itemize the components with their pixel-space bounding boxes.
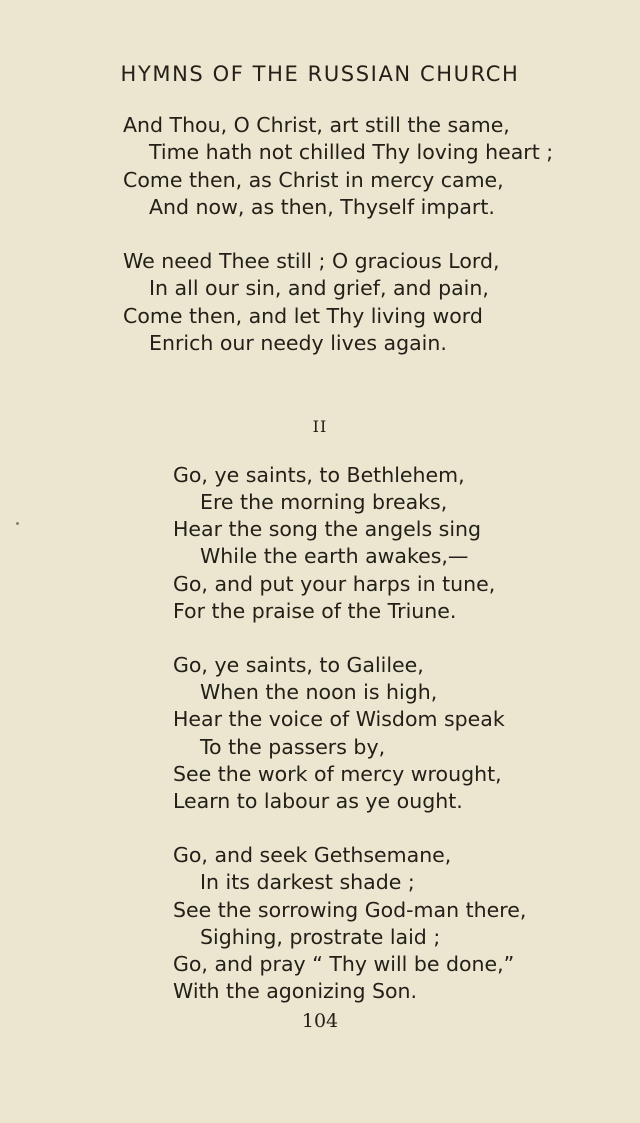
- page-speck: [16, 522, 19, 525]
- verse-line: For the praise of the Triune.: [173, 599, 457, 623]
- verse-line: While the earth awakes,—: [200, 544, 469, 568]
- verse-line: Learn to labour as ye ought.: [173, 789, 463, 813]
- verse-line: Hear the voice of Wisdom speak: [173, 707, 505, 731]
- verse-line: Go, and put your harps in tune,: [173, 572, 496, 596]
- verse-line: With the agonizing Son.: [173, 979, 418, 1003]
- verse-line: We need Thee still ; O gracious Lord,: [123, 249, 500, 273]
- verse-line: Hear the song the angels sing: [173, 517, 482, 541]
- page-number: 104: [301, 1010, 339, 1032]
- verse-line: See the sorrowing God-man there,: [173, 898, 527, 922]
- verse-line: Sighing, prostrate laid ;: [200, 925, 441, 949]
- verse-line: And Thou, O Christ, art still the same,: [123, 113, 510, 137]
- verse-line: Go, ye saints, to Galilee,: [173, 653, 424, 677]
- verse-line: Ere the morning breaks,: [200, 490, 448, 514]
- verse-line: Come then, and let Thy living word: [123, 304, 483, 328]
- verse-line: When the noon is high,: [200, 680, 438, 704]
- verse-line: In its darkest shade ;: [200, 870, 415, 894]
- verse-line: To the passers by,: [200, 735, 386, 759]
- running-head: HYMNS OF THE RUSSIAN CHURCH: [120, 62, 520, 86]
- section-number: II: [312, 417, 328, 436]
- verse-line: Go, and pray “ Thy will be done,”: [173, 952, 515, 976]
- verse-line: Enrich our needy lives again.: [149, 331, 447, 355]
- verse-line: Time hath not chilled Thy loving heart ;: [149, 140, 554, 164]
- verse-line: See the work of mercy wrought,: [173, 762, 502, 786]
- verse-line: Come then, as Christ in mercy came,: [123, 168, 504, 192]
- verse-line: Go, and seek Gethsemane,: [173, 843, 452, 867]
- verse-line: In all our sin, and grief, and pain,: [149, 276, 489, 300]
- verse-line: Go, ye saints, to Bethlehem,: [173, 463, 465, 487]
- verse-line: And now, as then, Thyself impart.: [149, 195, 495, 219]
